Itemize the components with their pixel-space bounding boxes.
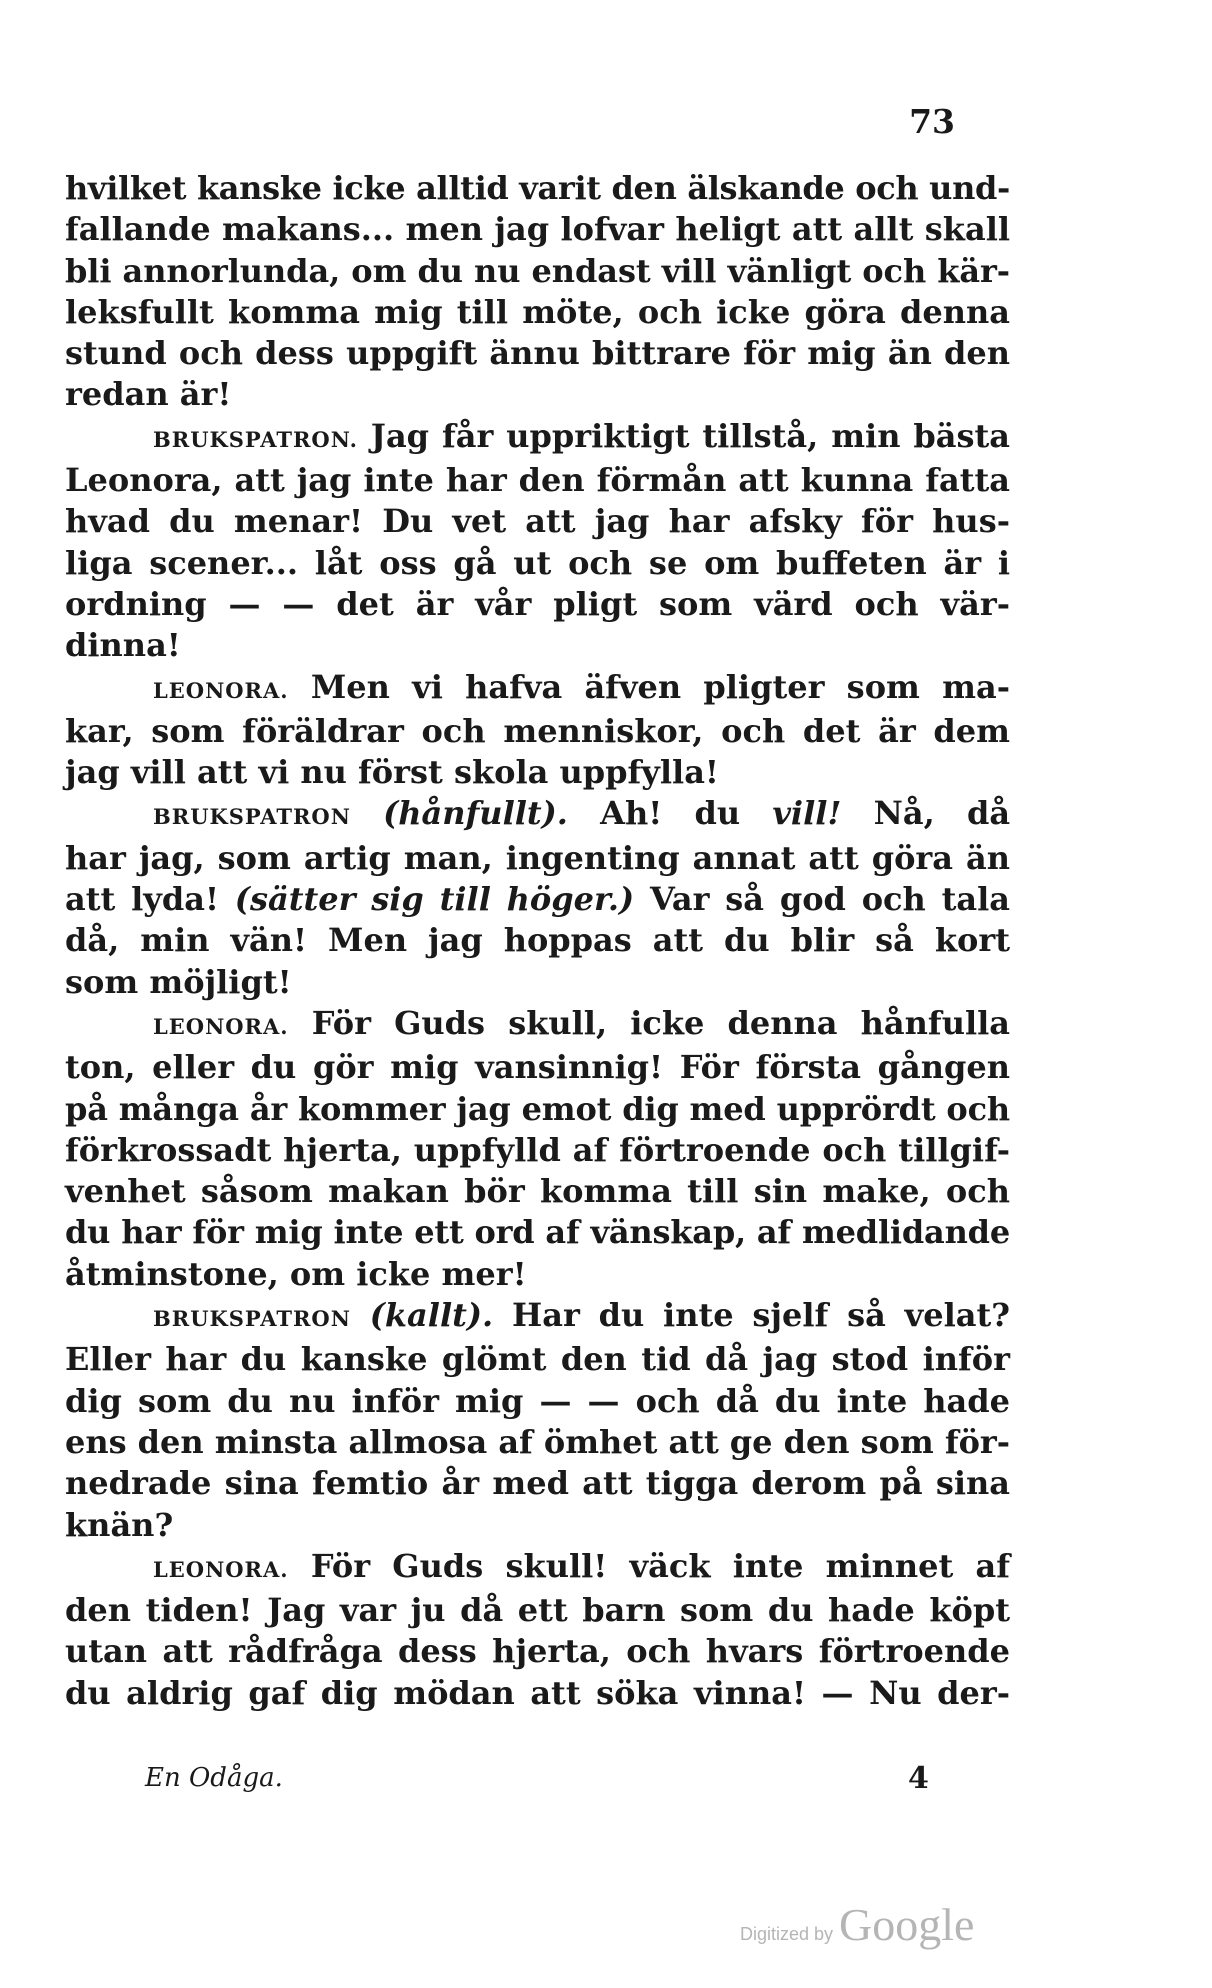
speech-first-line — [65, 1295, 1010, 1339]
speaker-name: LEONORA. — [153, 1013, 289, 1039]
speech-first-line — [65, 793, 1010, 837]
signature-mark: 4 — [908, 1761, 929, 1796]
text-line: venhet såsom makan bör komma till sin make, och — [65, 1172, 1010, 1211]
text-line: hvad du menar! Du vet att jag har afsky för hus- — [65, 502, 1010, 541]
speaker-name: LEONORA. — [153, 1556, 289, 1582]
text-line: har jag, som artig man, ingenting annat att göra än — [65, 838, 1010, 877]
google-logo: Google — [839, 1899, 975, 1950]
text-line: du aldrig gaf dig mödan att söka vinna! — Nu der- — [65, 1673, 1010, 1712]
speech-first-line — [65, 1546, 1010, 1590]
text-line: ordning — — det är vår pligt som värd och vär- — [65, 584, 1010, 623]
text-line: knän? — [65, 1505, 174, 1544]
speech-text: Jag får uppriktigt tillstå, min bästa — [370, 416, 1011, 455]
text-line: den tiden! Jag var ju då ett barn som du hade köpt — [65, 1591, 1010, 1630]
speech-text: Nå, då — [873, 794, 1011, 833]
text-line: bli annorlunda, om du nu endast vill vänligt och kär- — [65, 251, 1011, 290]
speaker-name: BRUKSPATRON — [153, 804, 351, 830]
text-line: fallande makans... men jag lofvar heligt att allt skall — [65, 210, 1010, 249]
text-line: Eller har du kanske glömt den tid då jag stod inför — [65, 1340, 1010, 1379]
text-line: du har för mig inte ett ord af vänskap, af medlidande — [65, 1213, 1011, 1252]
stage-direction: (kallt). — [369, 1296, 494, 1335]
text-line: nedrade sina femtio år med att tigga derom på sina — [65, 1464, 1010, 1503]
speech-text: Ah! du — [600, 794, 741, 833]
stage-direction: (hånfullt). — [383, 794, 568, 833]
text-line: jag vill att vi nu först skola uppfylla! — [65, 753, 719, 792]
signature-line: En Odåga. — [145, 1763, 283, 1793]
text-line: åtminstone, om icke mer! — [65, 1254, 527, 1293]
text-line: som möjligt! — [65, 962, 292, 1001]
text-line: stund och dess uppgift ännu bittrare för mig än den — [65, 334, 1010, 373]
text-line: redan är! — [65, 375, 232, 414]
text-line: på många år kommer jag emot dig med upprördt och — [65, 1089, 1010, 1128]
speech-text: Men vi hafva äfven pligter som ma- — [310, 667, 1011, 706]
stage-direction: (sätter sig till höger.) — [234, 880, 635, 919]
speech-first-line — [65, 416, 1010, 460]
speech-text: För Guds skull, icke denna hånfulla — [311, 1003, 1011, 1042]
digitized-by-google-watermark — [740, 1898, 974, 1948]
text-line: kar, som föräldrar och menniskor, och det är dem — [65, 711, 1010, 750]
body-text — [65, 168, 1010, 1714]
watermark-small-text: Digitized by — [740, 1924, 834, 1944]
speech-first-line — [65, 1003, 1010, 1047]
text-line: dig som du nu inför mig — — och då du inte hade — [65, 1381, 1010, 1420]
speaker-name: BRUKSPATRON. — [153, 426, 358, 452]
speech-text: att lyda! — [65, 880, 219, 919]
text-line — [65, 879, 1010, 920]
page-number: 73 — [909, 102, 955, 141]
text-line: förkrossadt hjerta, uppfylld af förtroende och tillgif- — [65, 1130, 1010, 1169]
text-line: ens den minsta allmosa af ömhet att ge den som för- — [65, 1422, 1011, 1461]
text-line: Leonora, att jag inte har den förmån att kunna fatta — [65, 461, 1010, 500]
speech-first-line — [65, 667, 1010, 711]
speech-text: För Guds skull! väck inte minnet af — [310, 1546, 1011, 1585]
emphasis-text: vill! — [772, 794, 842, 833]
text-line: ton, eller du gör mig vansinnig! För första gången — [65, 1048, 1010, 1087]
text-line: då, min vän! Men jag hoppas att du blir så kort — [65, 921, 1010, 960]
speech-text: Var så god och tala — [650, 880, 1011, 919]
text-line: leksfullt komma mig till möte, och icke göra denna — [65, 292, 1010, 331]
speaker-name: LEONORA. — [153, 677, 289, 703]
text-line: hvilket kanske icke alltid varit den älskande och und- — [65, 169, 1011, 207]
text-line: utan att rådfråga dess hjerta, och hvars förtroende — [65, 1632, 1010, 1671]
text-line: dinna! — [65, 626, 181, 665]
text-line: liga scener... låt oss gå ut och se om buffeten är i — [65, 543, 1010, 582]
speaker-name: BRUKSPATRON — [153, 1306, 351, 1332]
speech-text: Har du inte sjelf så velat? — [511, 1296, 1011, 1335]
